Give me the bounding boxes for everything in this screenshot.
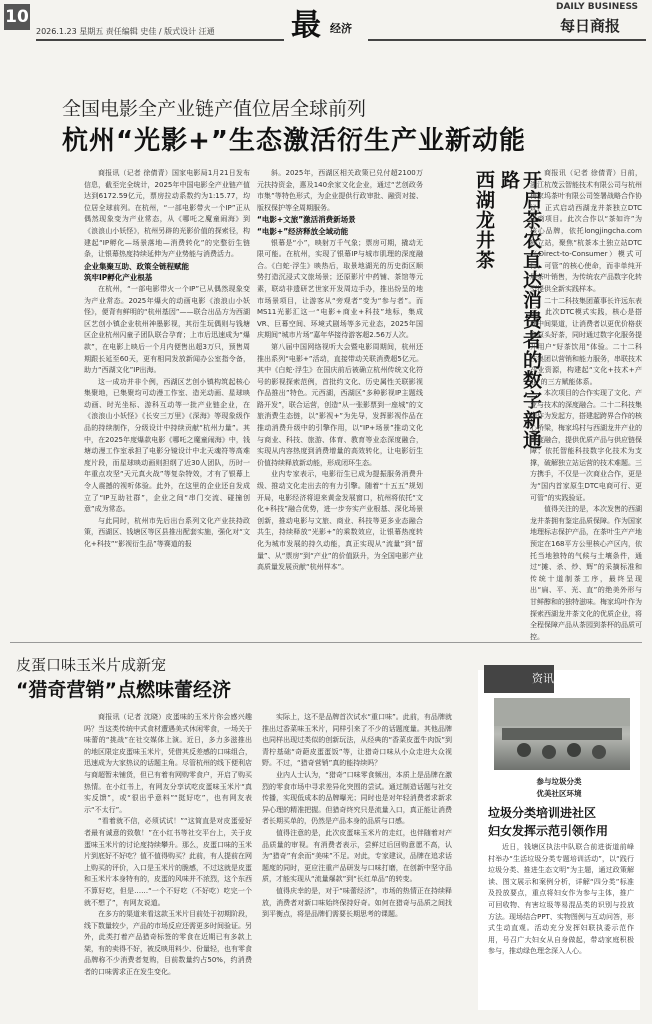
article2-subtitle: 皮蛋口味玉米片成新宠 bbox=[16, 656, 167, 674]
dateline: 2026.1.23 星期五 责任编辑 史佳 / 版式设计 汪通 bbox=[36, 27, 215, 36]
paragraph: 银幕是“小”，映射万千气象；票房可期，撬动无限可能。在杭州，实现了银幕IP与城市肌理的深度融合。《白蛇·浮生》映热后，取景地湖光的历史街区顺势打造沉浸式文旅场景；还原影片中药铺、茶馆等元素，联动非遗研艺世家开发周边手办，推出纷呈的地市场景项目，让游客从“旁观者”变为“参与者”。而MS11光影汇这一“电影+商业+科技”地标，集成VR、巨幕空间、环境式剧场等多元业态，2025年国庆期间“城市片场”嘉年华接待游客超2.56万人次。 bbox=[257, 238, 423, 340]
paragraph: “看着就不信，必须试试！”“这简直是对皮蛋爱好者最有诚意的致敬！”在小红书等社交平台上，关于皮蛋味玉米片的讨论度持续攀升。那么，皮蛋口味的玉米片到底好不好吃？值不值得购买？此前，有人提前在网上购买的评价，入口是玉米片的脆感，不过这就是皮蛋和玉米片本身特有的，皮蛋的风味并不浓烈，这个东西不算好吃，但是……“一个不好吃（不好吃）吃完一个就不想了”，有网友说道。 bbox=[84, 817, 252, 907]
subhead: 筑牢IP孵化产业根基 bbox=[84, 273, 153, 283]
paragraph: 商报讯（记者 徐倩青）国家电影局1月21日发布信息，截至完全统计，2025年中国电影全产业链产值达到6172.59亿元，票房拉动系数约为1:15.77，均位居全球前列。在杭州，“一部电影带火一个IP”正从偶然现象变为产业常态，从《哪吒之魔童闹海》到《浪浪山小妖怪》，杭州另辟的光影价值的探索径，构建起“IP孵化—场景落地—消费转化”的完整衍生链条，让银幕热度持续延伸为产业势能与消费活力。 bbox=[84, 169, 250, 259]
section-name: 经济 bbox=[330, 22, 352, 35]
article2-headline: “猎奇营销”点燃味蕾经济 bbox=[16, 679, 231, 701]
brand-chinese: 每日商报 bbox=[560, 17, 621, 35]
paragraph: 在多方的渠道来看这款玉米片目前处于初期阶段，线下数量较少，产品的市场反应还需更多时间验证。另外，此类打着产品猎奇标签的零食在近期已有多款上架，有的卖得不好，被反映用料少、份量轻，也有零食品牌称不少消费者复购，目前数量约占50%，约消费者的口味需求正在发生变化。 bbox=[84, 910, 252, 977]
subhead: “电影+”经济释放全域动能 bbox=[257, 226, 349, 236]
article-tea-body bbox=[530, 168, 642, 641]
page-number: 10 bbox=[4, 4, 30, 30]
news-tag: 资讯 bbox=[484, 665, 554, 693]
news-photo bbox=[494, 698, 630, 770]
article1-subtitle: 全国电影全产业链产值位居全球前列 bbox=[62, 98, 367, 120]
subhead: 企业集聚互助、政策全链程赋能 bbox=[84, 261, 189, 271]
paragraph: 近日，钱塘区执法中队联合前进街道前峰村举办“生活垃圾分类专题培训活动”，以“践行垃圾分类、推进生态文明”为主题，通过政策解读、图文展示和案例分析，详解“四分类”标准及投放要点，重点将妇女作为参与主体，推广可回收物、有害垃圾等易混品类的识别与投放方法。现场结合PPT、实物图例与互动问答，形式生动直观。活动充分发挥妇联执委示范作用，号召广大妇女从自身做起，带动家庭积极参与，推动绿色理念深入人心。 bbox=[488, 843, 634, 956]
news-headline-1: 垃圾分类培训进社区 bbox=[488, 806, 597, 820]
paragraph: 第八届中国网络视听大会暨电影周期间，杭州还推出系列“电影+”活动，直接带动关联消费超5亿元。其中《白蛇·浮生》在国庆前后被确立杭州传统文化符号的影视探索范例，首批约文化、历史属性关联影视作品推出”特色。元西湖，西湖区“多种影视IP主题线路开发”，联合运营，创造“从一张影票到一座城”的文旅消费生态链，以“影视+”为先导，发挥影视作品在推动消费升级中的引擎作用，以“IP+场景”推动文化与商业、科技、旅游、体育、教育等业态深度融合，实现从内容热度到消费增量的高效转化，让电影衍生价值持续释放新动能，形成闭环生态。 bbox=[257, 342, 423, 467]
news-headline-2: 妇女发挥示范引领作用 bbox=[488, 824, 609, 838]
paragraph: 二十二科技集团董事长许远东表示，此次DTC模式实践，核心是搭建中间渠道，让消费者以更优价格获取原头好茶，同时通过数字化服务提升用户“好茶饮用”体验。二十二科技集团以营销和能力服务，串联技术产业资源，构建起“文化+技术+产业”的三方赋能体系。 bbox=[530, 296, 642, 386]
paragraph: 斜。2025年，西湖区相关政策已兑付超2100万元扶持资金，惠及140余家文化企业，通过“艺创政务市集”等特色形式，为企业提供行政审批、融资对接、版权保护等全周期服务。 bbox=[257, 169, 423, 212]
paragraph: 值得关注的是，本次发售的西湖龙井茶拥有鉴定品质保障。作为国家地理标志保护产品，在茶叶生产产地预定在168平方公里核心产区内，依托当地独特的气候与土壤条件，通过“摊、杀、炒、辉”的采摘标准和传统十道制茶工序，最终呈现出“扁、平、光、直”的绝美外形与甘鲜醇和的独特滋味。梅家坞叶作为探索西湖龙井茶文化的优质企业，将全程保障产品从茶园到茶杯的品质可控。 bbox=[530, 505, 642, 641]
header-rule-left bbox=[36, 39, 284, 41]
brand-english: DAILY BUSINESS bbox=[556, 2, 639, 12]
paragraph: 业内人士认为，“猎奇”口味零食频出，本质上是品牌在激烈的零食市场中寻求差异化突围的尝试。通过制造话题与社交传播，实现低成本的品牌曝光；同时也是对年轻消费者求新求异心理的精准把握。但猎奇终究只是流量入口，真正能让消费者长期买单的，仍然是产品本身的品质与口感。 bbox=[262, 770, 452, 826]
photo-illustration bbox=[494, 698, 630, 770]
header-rule-right bbox=[368, 39, 646, 41]
section-logo-char: 最 bbox=[291, 8, 321, 43]
paragraph: 业内专家表示，电影衍生已成为提振服务消费升级、推动文化走出去的有力引擎。随着“十五五”规划开局，电影经济将迎来黄金发展窗口，杭州将依托“文化+科技”融合优势，进一步夯实产业根基、深化场景创新，推动电影与文旅、商业、科技等更多业态融合共生，持续释放“光影+”的乘数效应，让银幕热度转化为城市发展的持久动能，真正实现从“流量”到“留量”、从“票房”到“产业”的价值跃升，为全国电影产业高质量发展贡献“杭州样本”。 bbox=[257, 470, 423, 572]
article1-headline: 杭州“光影+”生态激活衍生产业新动能 bbox=[62, 126, 526, 156]
article1-column-2 bbox=[257, 168, 423, 636]
paragraph: 商报讯（记者 徐倩青）日前，浙江杭茂云智能技术有限公司与杭州梅家坞茶叶有限公司签署战略合作协议，正式启动西湖龙井茶独立DTC电商项目。此次合作以“茶如许”为核心品牌，依托longjingcha.com独立站，聚焦“杭茶本土独立站DTC（Direct-to-Consumer）模式可行、可管”的核心使命，而非单纯开展茶叶销售，为传统农产品数字化转型提供全新实践样本。 bbox=[530, 169, 642, 293]
subhead: “电影+文旅”激活消费新场景 bbox=[257, 215, 356, 225]
paragraph: 值得庆幸的是，对于“味蕾经济”，市场的热情正在持续释放，消费者对新口味始终保持好奇。如何在猎奇与品质之间找到平衡点，将是品牌们需要长期思考的课题。 bbox=[262, 886, 452, 919]
paragraph: 实际上，这不是品牌首次试水“重口味”。此前，有品牌就推出过香菜味玉米片，同样引来了不少的话题度量。其他品牌也同样出现过类似的创新玩法，从经典的“香菜皮蛋牛肉饭”到青柠基础“奇葩皮蛋蛋饭”等，让猎奇口味从小众走进大众视野。不过，“猎奇营销”真的能持续吗？ bbox=[262, 713, 452, 768]
news-body bbox=[488, 842, 634, 1006]
news-photo-caption-1: 参与垃圾分类 bbox=[536, 777, 582, 786]
article-tea-kicker: 西湖龙井茶 bbox=[473, 170, 495, 270]
article2-column-2 bbox=[262, 712, 452, 1012]
paragraph: 这一成功并非个例，西湖区艺创小镇构筑起核心集聚地，已集聚均可动漫工作室、造光动画、星球映动画、时光坐标、游科互动等一批产业链企业，在《浪浪山小妖怪》《长安三万里》《深海》等现象级作品的持续制作，分级设计中持续贡献“杭州力量”。其中，在2025年度爆款电影《哪吒之魔童闹海》中，钱塘动漫工作室承担了电影分镜设计中北天魂符等高难度片段，而星球映动画则担纲了近30人团队，历时一年重点攻坚“天元真火战”等复杂特效，才有了银幕上令人震撼的视听体验。此外，在这里的企业还自发成立了“IP互助社群”，企业之间“串门交流、碰撞创意”成为常态。 bbox=[84, 377, 250, 514]
article-tea-title: 开启茶农直达消费者的数字新通路 bbox=[498, 170, 542, 450]
paragraph: 本次项目的合作实现了文化、产业与技术的深度融合。二十二科技集团作为发起方，搭建起跨界合作的核心桥梁，梅家坞村与西湖龙井产业的深度融合，提供优质产品与供应链保障；依托智能科技数字化技术为支撑，破解独立站运营的技术难题。三方携手，不仅是一次商业合作，更是为“国内首家原生DTC电商可行、更可管”的实践验证。 bbox=[530, 389, 642, 502]
paragraph: 在杭州，“一部电影带火一个IP”已从偶然现象变为产业常态。2025年爆火的动画电影《浪浪山小妖怪》，便背有鲜明的“杭州基因”——联合出品方为西湖区艺创小镇企业杭州神墨影视，其衍生玩偶则与钱塘区企业杭州闪童子团队联合孕育；上市后迅速成为“爆款”，在电影上映后一个月内便售出超3万只，预售周期跟长延至60天，更有相同发放新闻办公室指令备，助力“西湖文化”IP出海。 bbox=[84, 284, 250, 375]
news-photo-caption-2: 优美社区环境 bbox=[536, 789, 582, 798]
paragraph: 商报讯（记者 沈晓）皮蛋味的玉米片你会感兴趣吗？当这类传统中式食材遭遇美式休闲零食，一场关于味蕾的“挑战”在社交媒体上演。近日，多力多滋推出的地区限定皮蛋味玉米片，凭借其反差感的口味组合，迅速成为大家热议的话题主角。尽管杭州的线下便利店与商超暂未铺货，但已有着有网购零食户，开启了购买热情。在小红书上，有网友分享试吃皮蛋味玉米片“真实反馈”，或“很出乎意料”“挺好吃”，也有网友表示“不太行”。 bbox=[84, 713, 252, 814]
article2-column-1 bbox=[84, 712, 252, 1012]
section-divider bbox=[10, 642, 642, 643]
paragraph: 与此同时，杭州市先后出台系列文化产业扶持政策，西湖区、钱塘区等区县推出配套实施，强化对“文化+科技”“影视衍生品”等赛道的报 bbox=[84, 516, 250, 548]
article1-column-1 bbox=[84, 168, 250, 636]
paragraph: 值得注意的是，此次皮蛋味玉米片的走红，也伴随着对产品质量的审视。有消费者表示，尝鲜过后回购意愿不高，认为“猎奇”有余而“美味”不足。对此，专家建议，品牌在追求话题度的同时，更应注重产品研发与口味打磨，在创新中坚守品质，才能实现从“流量爆款”到“长红单品”的转变。 bbox=[262, 828, 452, 884]
